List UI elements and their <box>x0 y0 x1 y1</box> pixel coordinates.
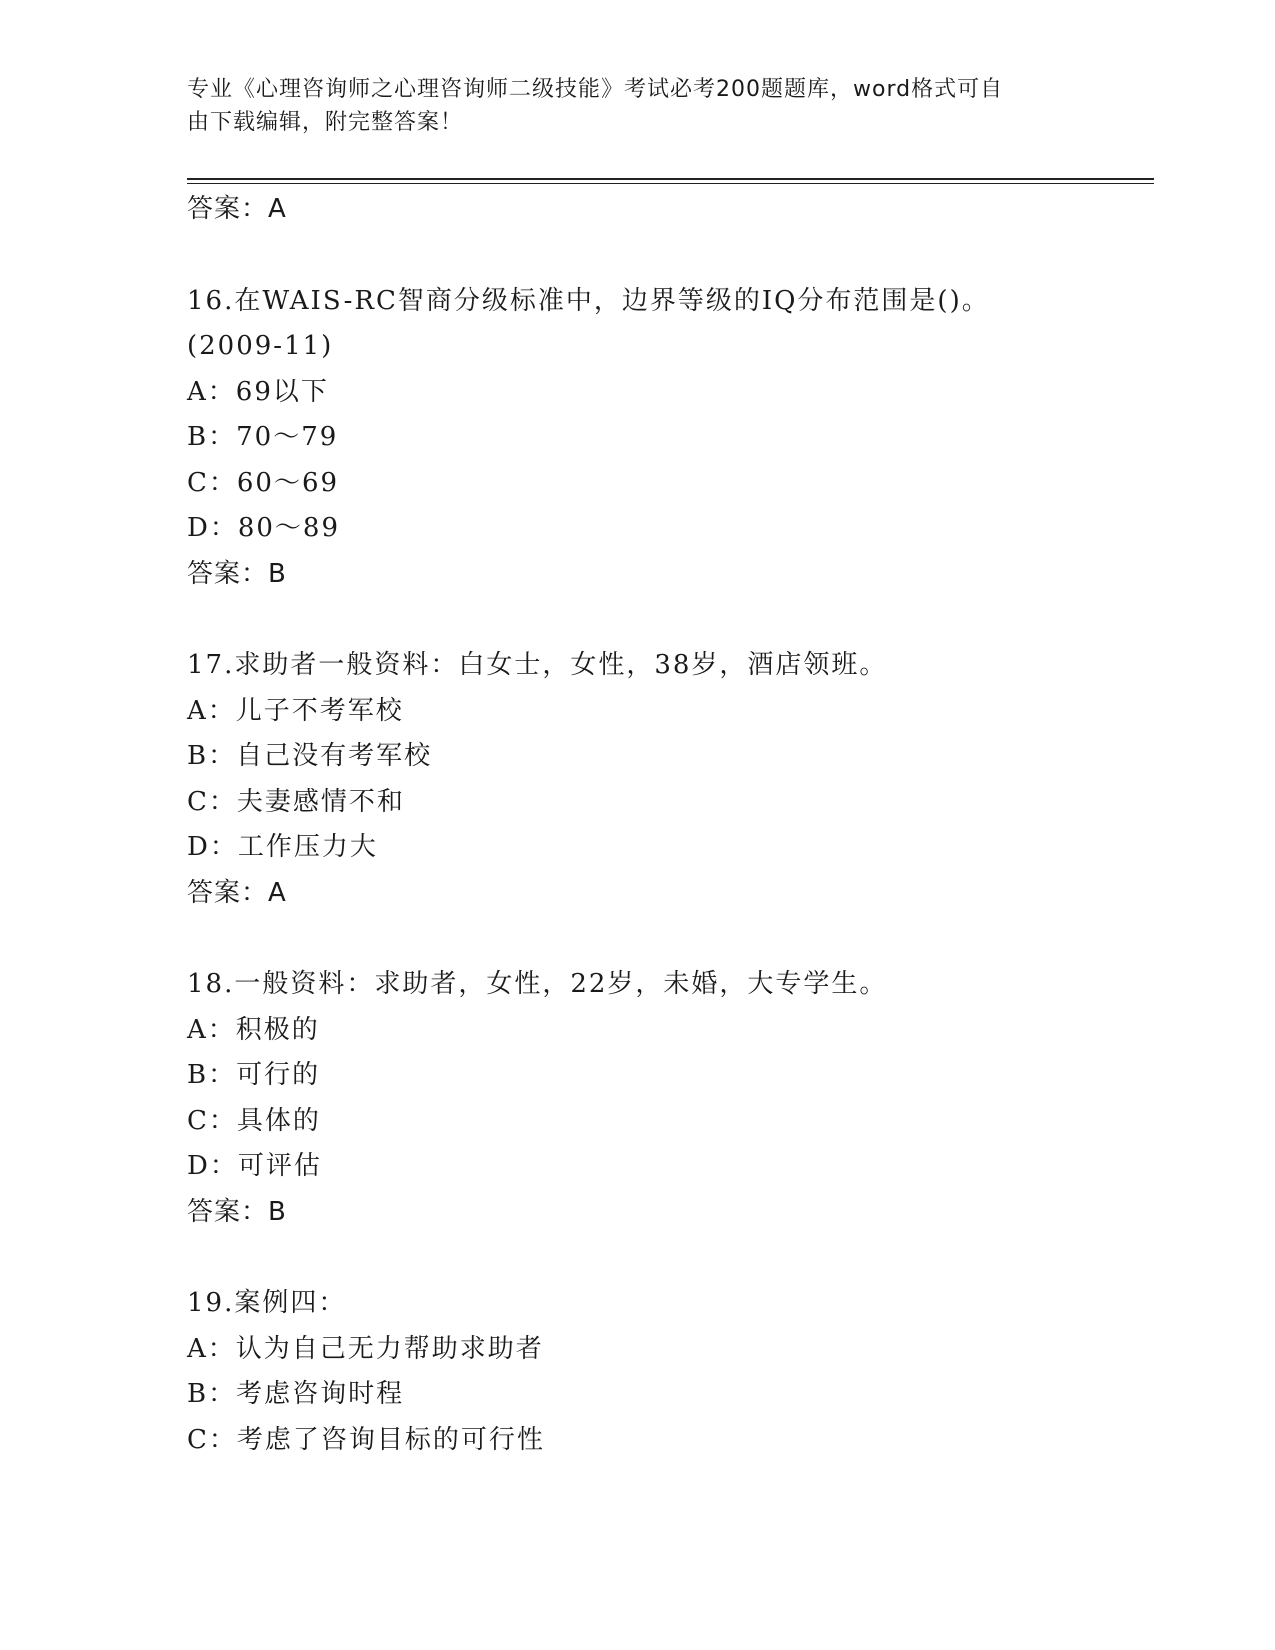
header-rule-thin <box>187 183 1154 184</box>
header-rule-thick <box>187 178 1154 180</box>
question-stem: 19.案例四： <box>187 1288 347 1318</box>
option-d: D：80～89 <box>187 513 341 543</box>
answer: 答案：A <box>187 877 287 908</box>
question-17 <box>187 643 1147 916</box>
question-stem: 17.求助者一般资料：白女士，女性，38岁，酒店领班。 <box>187 650 888 680</box>
option-a: A：69以下 <box>187 376 329 407</box>
option-a: A：积极的 <box>187 1014 320 1045</box>
option-b: B：可行的 <box>187 1060 321 1090</box>
option-d: D：工作压力大 <box>187 832 378 862</box>
header-line-1: 专业《心理咨询师之心理咨询师二级技能》考试必考200题题库，word格式可自 <box>187 77 1004 102</box>
document-header <box>187 73 1067 139</box>
answer: 答案：B <box>187 558 287 589</box>
option-a: A：儿子不考军校 <box>187 695 404 726</box>
option-c: C：考虑了咨询目标的可行性 <box>187 1424 545 1455</box>
question-stem: 18.一般资料：求助者，女性，22岁，未婚，大专学生。 <box>187 969 888 999</box>
question-stem-continued: (2009-11) <box>187 331 334 361</box>
question-list <box>187 187 1147 1463</box>
option-a: A：认为自己无力帮助求助者 <box>187 1333 544 1364</box>
question-16 <box>187 279 1147 598</box>
option-b: B：70～79 <box>187 422 339 452</box>
previous-answer: 答案：A <box>187 194 287 224</box>
question-stem: 16.在WAIS-RC智商分级标准中，边界等级的IQ分布范围是()。 <box>187 285 990 316</box>
option-d: D：可评估 <box>187 1151 322 1181</box>
question-18 <box>187 962 1147 1235</box>
question-19 <box>187 1281 1147 1463</box>
option-c: C：夫妻感情不和 <box>187 786 405 817</box>
header-line-2: 由下载编辑，附完整答案！ <box>187 110 464 135</box>
option-b: B：考虑咨询时程 <box>187 1379 405 1409</box>
option-b: B：自己没有考军校 <box>187 741 433 771</box>
option-c: C：60～69 <box>187 467 340 498</box>
answer: 答案：B <box>187 1196 287 1227</box>
option-c: C：具体的 <box>187 1105 321 1136</box>
